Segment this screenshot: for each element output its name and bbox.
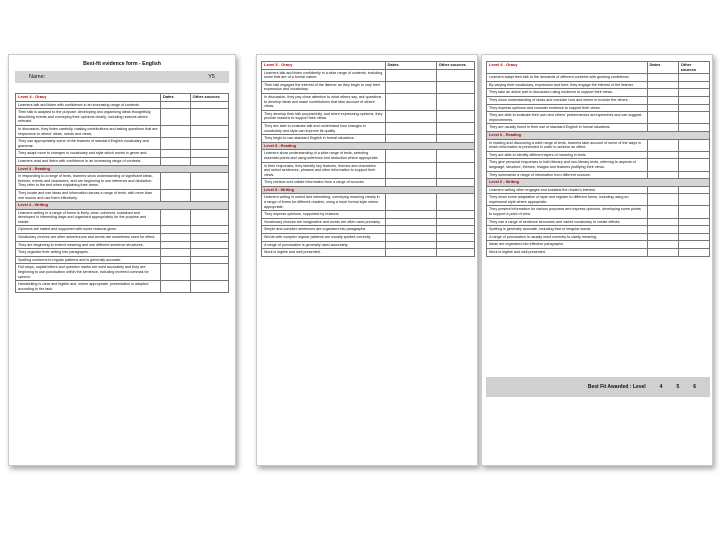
other-sources-cell[interactable]	[436, 150, 474, 162]
other-sources-cell[interactable]	[190, 256, 228, 264]
dates-cell[interactable]	[160, 173, 190, 190]
criterion-text: Full stops, capital letters and question marks are used accurately and they are beginning to use punctuation within the sentence, including inverted commas for speech.	[16, 264, 161, 281]
other-sources-cell[interactable]	[678, 74, 709, 82]
dates-cell[interactable]	[647, 139, 678, 151]
criterion-text: Learners talk and listen confidently in a wide range of contexts, including some that are of a formal nature.	[262, 69, 386, 81]
criterion-row	[487, 194, 710, 206]
criterion-row	[16, 209, 229, 226]
criterion-row	[262, 110, 475, 122]
criterion-text: They are beginning to extend meaning and use different sentence structures.	[16, 241, 161, 249]
dates-cell[interactable]	[160, 241, 190, 249]
dates-cell[interactable]	[385, 81, 436, 93]
criterion-text: They are able to identify different layers of meaning in texts.	[487, 151, 648, 159]
criterion-text: Work is legible and well presented.	[262, 249, 386, 257]
criterion-text: Learners writing is varied and interesting, conveying meaning clearly in a range of forms for different readers, using a more formal style where appropriate.	[262, 194, 386, 211]
dates-cell[interactable]	[160, 264, 190, 281]
dates-cell[interactable]	[647, 159, 678, 171]
criterion-text: They use appropriately some of the features of standard English vocabulary and grammar.	[16, 138, 161, 150]
criterion-row	[262, 179, 475, 187]
dates-cell[interactable]	[647, 171, 678, 179]
criterion-row	[487, 186, 710, 194]
dates-cell[interactable]	[160, 249, 190, 257]
other-sources-cell[interactable]	[436, 211, 474, 219]
criterion-row	[16, 150, 229, 158]
section-label: Level 5 - Reading	[262, 142, 475, 150]
other-sources-cell[interactable]	[190, 138, 228, 150]
dates-cell[interactable]	[385, 249, 436, 257]
dates-cell[interactable]	[647, 233, 678, 241]
dates-cell[interactable]	[647, 241, 678, 249]
other-sources-cell[interactable]	[190, 226, 228, 234]
dates-cell[interactable]	[385, 69, 436, 81]
best-fit-level-4[interactable]: 4	[659, 384, 663, 390]
other-sources-cell[interactable]	[436, 135, 474, 143]
level-4-table	[15, 93, 229, 293]
other-sources-cell[interactable]	[678, 226, 709, 234]
dates-cell[interactable]	[160, 234, 190, 242]
criterion-text: They express opinions, supported by reasons.	[262, 211, 386, 219]
criterion-row	[487, 74, 710, 82]
criterion-row	[487, 104, 710, 112]
other-sources-cell[interactable]	[190, 281, 228, 293]
criterion-row	[262, 150, 475, 162]
dates-cell[interactable]	[647, 81, 678, 89]
criterion-text: In responding to a range of texts, learners show understanding of significant ideas, themes, events and characters, and are beginning to use inference and deduction. They refer to the text when explaining their views.	[16, 173, 161, 190]
criterion-text: A range of punctuation is usually used correctly to clarify meaning.	[487, 233, 648, 241]
best-fit-level-6[interactable]: 6	[693, 384, 696, 390]
criterion-row	[262, 69, 475, 81]
other-sources-cell[interactable]	[190, 241, 228, 249]
dates-cell[interactable]	[385, 150, 436, 162]
other-sources-cell[interactable]	[190, 249, 228, 257]
other-sources-cell[interactable]	[678, 171, 709, 179]
criterion-row	[487, 249, 710, 257]
other-sources-cell[interactable]	[678, 112, 709, 124]
other-sources-cell[interactable]	[678, 81, 709, 89]
criterion-text: Simple and complex sentences are organised into paragraphs.	[262, 226, 386, 234]
criterion-row	[487, 89, 710, 97]
criterion-text: In discussion, they pay close attention to what others say, ask questions to develop ideas and make contributions that take account of others' views.	[262, 93, 386, 110]
other-sources-cell[interactable]	[678, 159, 709, 171]
other-sources-cell[interactable]	[678, 206, 709, 218]
criterion-row	[487, 96, 710, 104]
criterion-text: Learners read and listen with confidence in an increasing range of contexts.	[16, 157, 161, 165]
level-header: Level 4 - Oracy	[16, 94, 161, 102]
other-sources-cell[interactable]	[436, 179, 474, 187]
dates-cell[interactable]	[385, 211, 436, 219]
criterion-text: They develop their talk purposefully, and when expressing opinions, they provide reasons to support their views.	[262, 110, 386, 122]
criterion-text: Their talk engages the interest of the listener as they begin to vary their expression and vocabulary.	[262, 81, 386, 93]
criterion-row	[16, 281, 229, 293]
criterion-text: Work is legible and well presented.	[487, 249, 648, 257]
other-sources-cell[interactable]	[436, 241, 474, 249]
criterion-row	[16, 241, 229, 249]
criterion-row	[487, 218, 710, 226]
other-sources-cell[interactable]	[678, 218, 709, 226]
dates-cell[interactable]	[385, 218, 436, 226]
section-header-row	[16, 202, 229, 210]
criterion-row	[487, 159, 710, 171]
criterion-row	[487, 139, 710, 151]
criterion-text: Words with complex regular patterns are usually spelled correctly.	[262, 234, 386, 242]
criterion-row	[16, 189, 229, 201]
dates-cell[interactable]	[385, 234, 436, 242]
other-sources-cell[interactable]	[678, 96, 709, 104]
criterion-text: Spelling is generally accurate, including that of irregular words.	[487, 226, 648, 234]
dates-cell[interactable]	[385, 93, 436, 110]
criterion-text: They adapt more to changes in vocabulary and style which words in genre and.	[16, 150, 161, 158]
dates-cell[interactable]	[385, 194, 436, 211]
criterion-row	[487, 112, 710, 124]
criterion-row	[16, 264, 229, 281]
best-fit-level-5[interactable]: 5	[676, 384, 680, 390]
form-title: Best-fit evidence form - English	[83, 61, 161, 67]
criterion-text: Learners writing often engages and sustains the reader's interest.	[487, 186, 648, 194]
criterion-text: Spelling conforms to regular patterns and is generally accurate.	[16, 256, 161, 264]
criterion-text: Opinions are stated and supported with some reasons given.	[16, 226, 161, 234]
criterion-row	[16, 125, 229, 137]
dates-cell[interactable]	[160, 209, 190, 226]
dates-cell[interactable]	[160, 157, 190, 165]
criteria-table	[261, 61, 475, 257]
other-sources-cell[interactable]	[436, 162, 474, 179]
dates-cell[interactable]	[647, 194, 678, 206]
other-sources-cell[interactable]	[190, 189, 228, 201]
criterion-text: Learners writing in a range of forms is lively, clear, coherent, sustained and developed in interesting ways and organised appropriately for the purpose and reader.	[16, 209, 161, 226]
criterion-row	[487, 233, 710, 241]
criterion-row	[16, 101, 229, 109]
criterion-row	[262, 93, 475, 110]
other-sources-cell[interactable]	[436, 234, 474, 242]
criterion-text: Vocabulary choices are imaginative and words are often used precisely.	[262, 218, 386, 226]
criterion-text: In reading and discussing a wide range of texts, learners take account of some of the ways in which information is presented in order to achieve an effect.	[487, 139, 648, 151]
criterion-row	[487, 124, 710, 132]
dates-cell[interactable]	[385, 226, 436, 234]
criterion-text: In their responses, they identify key features, themes and characters and select sentences, phrases and other information to support their views.	[262, 162, 386, 179]
criterion-text: A range of punctuation is generally used accurately.	[262, 241, 386, 249]
other-sources-cell[interactable]	[190, 173, 228, 190]
dates-cell[interactable]	[647, 206, 678, 218]
criterion-text: They use a range of sentence structures and varied vocabulary to create effects.	[487, 218, 648, 226]
dates-cell[interactable]	[647, 151, 678, 159]
other-sources-cell[interactable]	[678, 151, 709, 159]
criterion-text: They are able to evaluate talk and understand how changes in vocabulary and style can improve its quality.	[262, 122, 386, 134]
year-label: Y5	[208, 74, 215, 80]
level-5-table	[261, 61, 475, 257]
table-header-row	[487, 62, 710, 74]
other-sources-cell[interactable]	[436, 69, 474, 81]
other-sources-cell[interactable]	[678, 233, 709, 241]
dates-cell[interactable]	[160, 109, 190, 126]
name-label: Name:	[29, 74, 46, 80]
criterion-row	[16, 173, 229, 190]
criterion-text: In discussion, they listen carefully, making contributions and asking questions that are responsive to others' ideas, needs and views.	[16, 125, 161, 137]
other-sources-cell[interactable]	[678, 186, 709, 194]
dates-cell[interactable]	[160, 125, 190, 137]
dates-cell[interactable]	[385, 122, 436, 134]
criterion-row	[262, 241, 475, 249]
other-sources-cell[interactable]	[678, 194, 709, 206]
dates-cell[interactable]	[160, 150, 190, 158]
criterion-row	[487, 206, 710, 218]
evidence-form-page-1	[8, 54, 236, 466]
level-header: Level 5 - Oracy	[262, 62, 386, 70]
other-sources-cell[interactable]	[190, 157, 228, 165]
dates-cell[interactable]	[160, 138, 190, 150]
criterion-text: By varying their vocabulary, expression and tone, they engage the interest of the listener.	[487, 81, 648, 89]
other-sources-cell[interactable]	[678, 104, 709, 112]
dates-header: Dates	[160, 94, 190, 102]
other-sources-cell[interactable]	[436, 93, 474, 110]
criterion-text: Vocabulary choices are often adventurous and words are sometimes used for effect.	[16, 234, 161, 242]
criterion-row	[262, 135, 475, 143]
criterion-text: They take an active part in discussion using evidence to support their views.	[487, 89, 648, 97]
dates-cell[interactable]	[160, 189, 190, 201]
dates-cell[interactable]	[385, 241, 436, 249]
dates-cell[interactable]	[647, 112, 678, 124]
best-fit-label: Best Fit Awarded : Level	[587, 384, 646, 390]
dates-cell[interactable]	[647, 249, 678, 257]
dates-cell[interactable]	[160, 101, 190, 109]
evidence-form-page-2	[256, 54, 478, 466]
other-sources-header: Other sources	[678, 62, 709, 74]
criterion-row	[16, 138, 229, 150]
other-sources-cell[interactable]	[190, 264, 228, 281]
criterion-text: Ideas are organised into effective paragraphs.	[487, 241, 648, 249]
criterion-text: They present information for various purposes and express opinions, developing some points to support a point of view.	[487, 206, 648, 218]
criterion-row	[262, 122, 475, 134]
section-header-row	[16, 165, 229, 173]
other-sources-cell[interactable]	[436, 122, 474, 134]
criterion-row	[16, 256, 229, 264]
other-sources-cell[interactable]	[678, 241, 709, 249]
criterion-text: Learners show understanding of a wide range of texts, selecting essential points and using inference and deduction where appropriate.	[262, 150, 386, 162]
other-sources-cell[interactable]	[436, 218, 474, 226]
table-header-row	[16, 94, 229, 102]
criterion-row	[16, 234, 229, 242]
criteria-table	[15, 93, 229, 293]
criterion-text: Learners talk and listen with confidence in an increasing range of contexts.	[16, 101, 161, 109]
criteria-table	[486, 61, 710, 257]
other-sources-cell[interactable]	[678, 249, 709, 257]
name-row	[15, 71, 229, 83]
criterion-text: They organise their writing into paragraphs.	[16, 249, 161, 257]
dates-cell[interactable]	[647, 218, 678, 226]
dates-cell[interactable]	[647, 186, 678, 194]
dates-cell[interactable]	[647, 104, 678, 112]
dates-cell[interactable]	[647, 226, 678, 234]
other-sources-header: Other sources	[436, 62, 474, 70]
other-sources-cell[interactable]	[678, 124, 709, 132]
criterion-text: They begin to use standard English in formal situations.	[262, 135, 386, 143]
criterion-text: They give personal responses to both literary and non-literary texts, referring to aspects of language, structure, themes, images and features justifying their views.	[487, 159, 648, 171]
criterion-row	[487, 171, 710, 179]
other-sources-cell[interactable]	[436, 226, 474, 234]
section-label: Level 4 - Reading	[16, 165, 229, 173]
criterion-text: Learners adapt their talk to the demands of different contexts with growing confidence.	[487, 74, 648, 82]
level-6-table	[486, 61, 710, 257]
table-header-row	[262, 62, 475, 70]
other-sources-cell[interactable]	[190, 234, 228, 242]
criterion-text: Handwriting is clear and legible and, where appropriate, presentation is adapted according to the task.	[16, 281, 161, 293]
section-header-row	[262, 142, 475, 150]
other-sources-cell[interactable]	[436, 194, 474, 211]
criterion-text: Their talk is adapted to the purpose: developing and organising ideas thoughtfully, describing events and conveying their opinions clearly, including reasons where relevant.	[16, 109, 161, 126]
criterion-row	[262, 226, 475, 234]
other-sources-cell[interactable]	[436, 110, 474, 122]
evidence-form-page-3	[481, 54, 713, 466]
criterion-text: They retrieve and collate information from a range of sources.	[262, 179, 386, 187]
other-sources-cell[interactable]	[190, 150, 228, 158]
criterion-text: They show some adaptation of style and register to different forms, including using an impersonal style where appropriate.	[487, 194, 648, 206]
criterion-text: They express opinions and consider evidence to support their views.	[487, 104, 648, 112]
dates-cell[interactable]	[647, 96, 678, 104]
other-sources-cell[interactable]	[190, 101, 228, 109]
section-label: Level 6 - Reading	[487, 131, 710, 139]
dates-header: Dates	[385, 62, 436, 70]
section-header-row	[262, 186, 475, 194]
section-label: Level 4 - Writing	[16, 202, 229, 210]
level-header: Level 6 - Oracy	[487, 62, 648, 74]
section-header-row	[487, 131, 710, 139]
criterion-row	[262, 162, 475, 179]
criterion-text: They summarise a range of information from different sources.	[487, 171, 648, 179]
other-sources-cell[interactable]	[678, 139, 709, 151]
dates-cell[interactable]	[647, 89, 678, 97]
section-header-row	[487, 179, 710, 187]
criterion-row	[16, 249, 229, 257]
criterion-row	[262, 218, 475, 226]
criterion-row	[262, 211, 475, 219]
other-sources-cell[interactable]	[190, 125, 228, 137]
criterion-row	[262, 249, 475, 257]
other-sources-cell[interactable]	[190, 209, 228, 226]
criterion-text: They show understanding of ideas and consider how and where to include the others.	[487, 96, 648, 104]
other-sources-cell[interactable]	[436, 249, 474, 257]
criterion-row	[487, 81, 710, 89]
criterion-row	[487, 151, 710, 159]
dates-cell[interactable]	[385, 135, 436, 143]
criterion-row	[262, 234, 475, 242]
other-sources-cell[interactable]	[436, 81, 474, 93]
dates-cell[interactable]	[647, 74, 678, 82]
criterion-row	[262, 81, 475, 93]
best-fit-awarded-row	[486, 377, 710, 397]
criterion-text: They locate and use ideas and information across a range of texts, with more than one source and use them effectively.	[16, 189, 161, 201]
criterion-row	[16, 226, 229, 234]
other-sources-cell[interactable]	[190, 109, 228, 126]
criterion-row	[16, 157, 229, 165]
other-sources-header: Other sources	[190, 94, 228, 102]
section-label: Level 5 - Writing	[262, 186, 475, 194]
criterion-row	[262, 194, 475, 211]
dates-cell[interactable]	[160, 226, 190, 234]
dates-cell[interactable]	[385, 179, 436, 187]
dates-cell[interactable]	[647, 124, 678, 132]
criterion-text: They are usually fluent in their use of standard English in formal situations.	[487, 124, 648, 132]
section-label: Level 6 - Writing	[487, 179, 710, 187]
criterion-row	[487, 241, 710, 249]
dates-cell[interactable]	[160, 281, 190, 293]
criterion-text: They are able to evaluate their own and others' performances and speeches and can suggest improvements.	[487, 112, 648, 124]
dates-cell[interactable]	[160, 256, 190, 264]
dates-cell[interactable]	[385, 162, 436, 179]
dates-cell[interactable]	[385, 110, 436, 122]
criterion-row	[487, 226, 710, 234]
other-sources-cell[interactable]	[678, 89, 709, 97]
dates-header: Dates	[647, 62, 678, 74]
criterion-row	[16, 109, 229, 126]
